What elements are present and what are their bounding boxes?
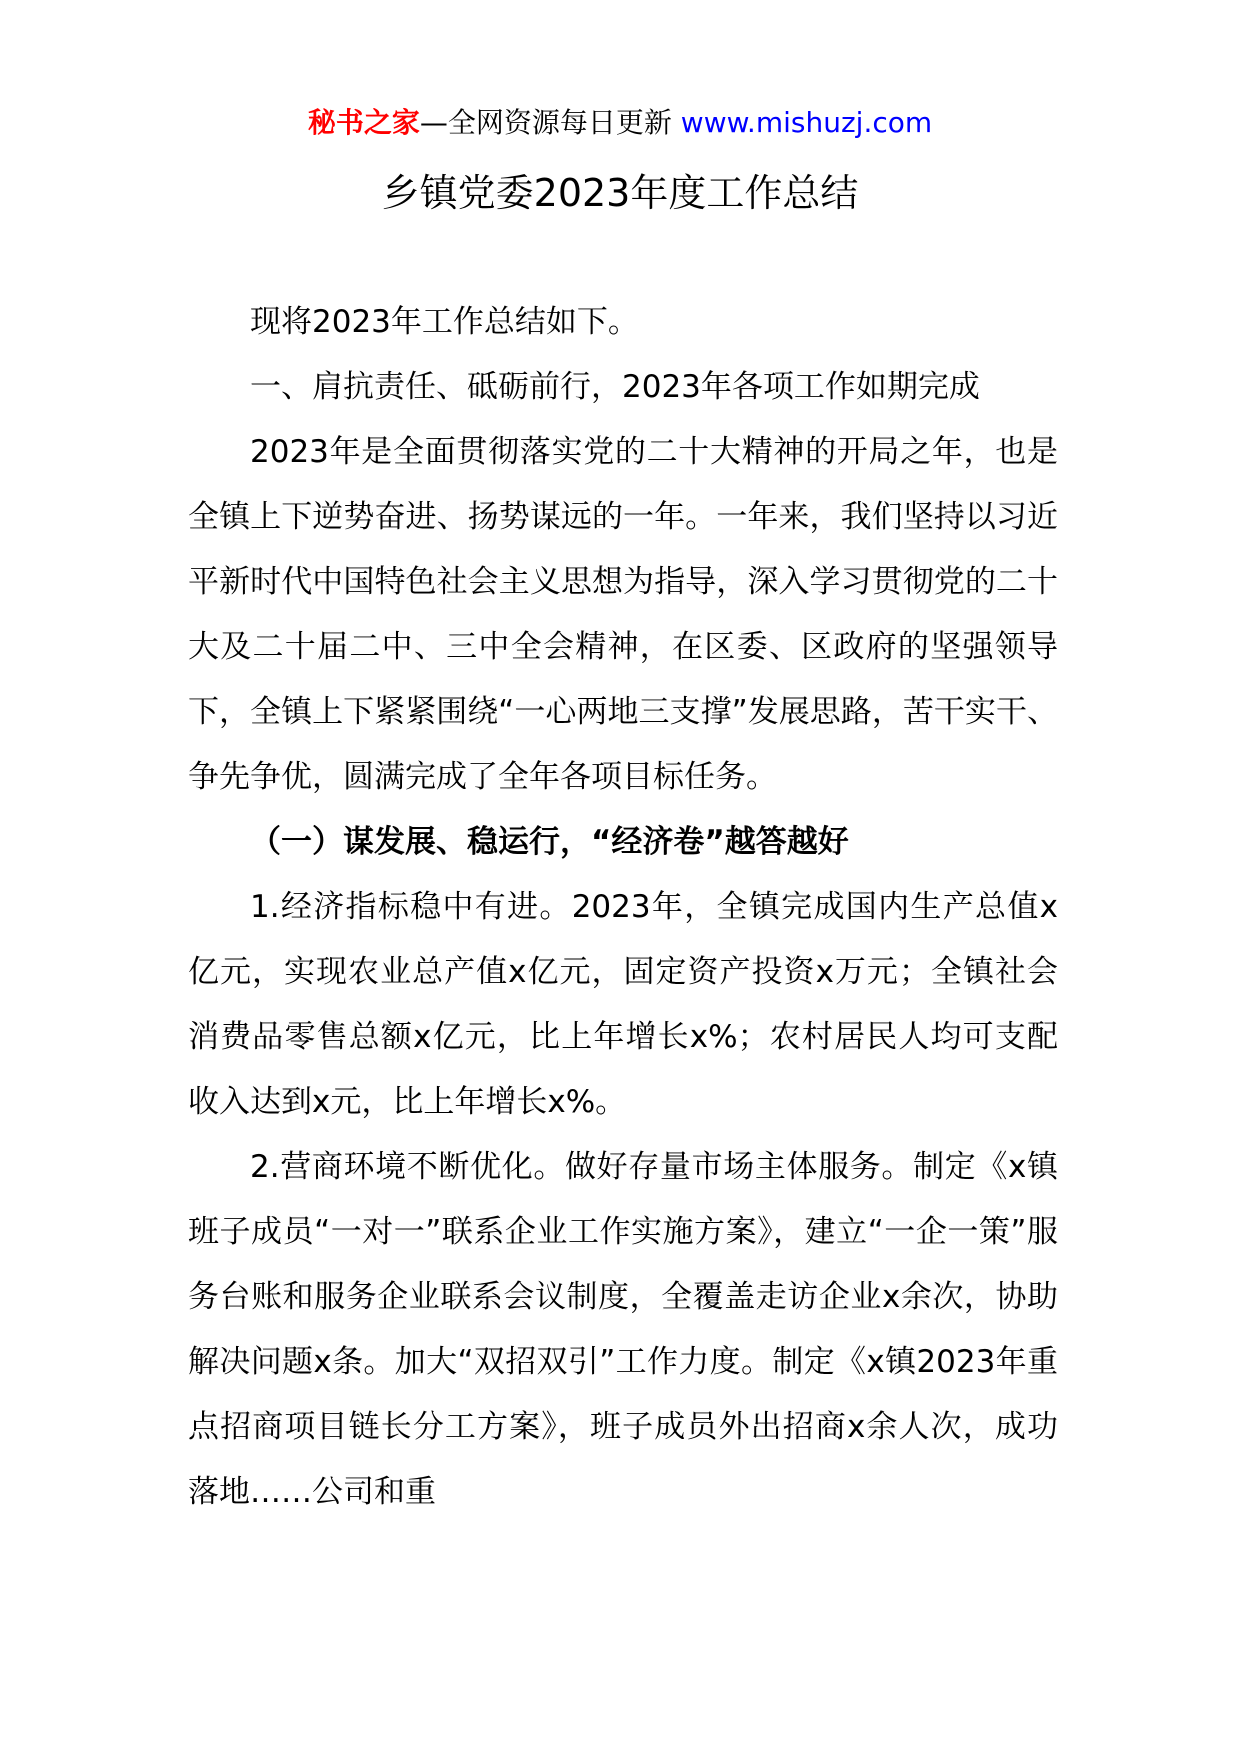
economy-paragraph: 1.经济指标稳中有进。2023年，全镇完成国内生产总值x亿元，实现农业总产值x亿元，固定资产投资x万元；全镇社会消费品零售总额x亿元，比上年增长x%；农村居民人均可支配收入达到x元，比上年增长x%。 [188, 889, 1058, 1120]
subsection-heading-1: （一）谋发展、稳运行，“经济卷”越答越好 [250, 824, 849, 860]
document-title: 乡镇党委2023年度工作总结 [381, 171, 859, 215]
document-body [188, 290, 1058, 1525]
overview-paragraph: 2023年是全面贯彻落实党的二十大精神的开局之年，也是全镇上下逆势奋进、扬势谋远的一年。一年来，我们坚持以习近平新时代中国特色社会主义思想为指导，深入学习贯彻党的二十大及二十届二中、三中全会精神，在区委、区政府的坚强领导下，全镇上下紧紧围绕“一心两地三支撑”发展思路，苦干实干、争先争优，圆满完成了全年各项目标任务。 [188, 434, 1058, 795]
section-heading-1: 一、肩抗责任、砥砺前行，2023年各项工作如期完成 [250, 369, 980, 405]
site-url-link[interactable]: www.mishuzj.com [680, 106, 933, 139]
header-slogan: —全网资源每日更新 [419, 106, 672, 139]
business-environment-paragraph: 2.营商环境不断优化。做好存量市场主体服务。制定《x镇班子成员“一对一”联系企业工作实施方案》，建立“一企一策”服务台账和服务企业联系会议制度，全覆盖走访企业x余次，协助解决问题x条。加大“双招双引”工作力度。制定《x镇2023年重点招商项目链长分工方案》，班子成员外出招商x余人次，成功落地……公司和重 [188, 1149, 1058, 1510]
brand-name: 秘书之家 [307, 106, 420, 139]
intro-paragraph: 现将2023年工作总结如下。 [250, 304, 639, 340]
site-header [0, 103, 1240, 143]
